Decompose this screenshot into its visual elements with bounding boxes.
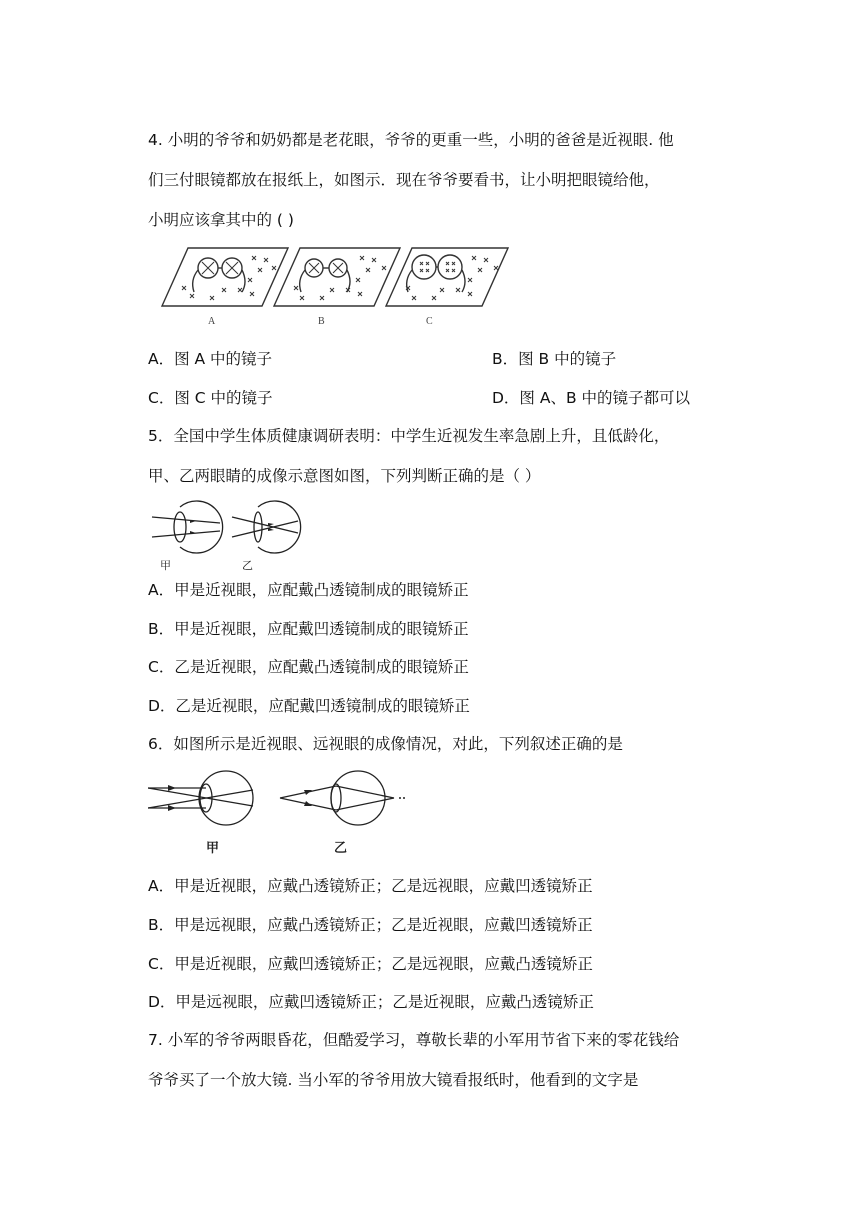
q6-line-1: 6．如图所示是近视眼、远视眼的成像情况，对此，下列叙述正确的是 [148,735,623,753]
newspaper-c [386,248,508,306]
q4-option-a[interactable]: A．图 A 中的镜子 [148,350,273,368]
q5-line-1: 5．全国中学生体质健康调研表明：中学生近视发生率急剧上升，且低龄化， [148,427,670,445]
fig-label-yi-6: 乙 [334,840,348,855]
eye-yi-6 [331,771,385,825]
fig-label-jia: 甲 [160,560,171,572]
eye-yi [258,501,301,553]
q5-option-c[interactable]: C．乙是近视眼，应配戴凸透镜制成的眼镜矫正 [148,658,469,676]
q6-option-a[interactable]: A．甲是近视眼，应戴凸透镜矫正；乙是远视眼，应戴凹透镜矫正 [148,877,593,895]
q7-line-1: 7. 小军的爷爷两眼昏花，但酷爱学习，尊敬长辈的小军用节省下来的零花钱给 [148,1031,680,1049]
glasses-c-left [412,255,436,279]
q4-option-d[interactable]: D．图 A、B 中的镜子都可以 [492,389,691,407]
q5-line-2: 甲、乙两眼睛的成像示意图如图，下列判断正确的是（ ） [148,467,541,485]
q5-option-d[interactable]: D．乙是近视眼，应配戴凹透镜制成的眼镜矫正 [148,697,470,715]
q5-option-b[interactable]: B．甲是近视眼，应配戴凹透镜制成的眼镜矫正 [148,620,469,638]
q6-eye-figure [148,768,413,858]
fig-label-a: A [208,316,216,327]
fig-label-jia-6: 甲 [206,840,220,855]
q4-line-2: 们三付眼镜都放在报纸上，如图示．现在爷爷要看书，让小明把眼镜给他， [148,171,660,189]
q4-line-3: 小明应该拿其中的 ( ) [148,211,294,229]
q4-glasses-figure [160,236,510,328]
q4-option-c[interactable]: C．图 C 中的镜子 [148,389,273,407]
q6-option-c[interactable]: C．甲是近视眼，应戴凹透镜矫正；乙是远视眼，应戴凸透镜矫正 [148,955,593,973]
fig-label-yi: 乙 [242,560,253,572]
q4-line-1: 4. 小明的爷爷和奶奶都是老花眼，爷爷的更重一些，小明的爸爸是近视眼. 他 [148,131,674,149]
q7-line-2: 爷爷买了一个放大镜. 当小军的爷爷用放大镜看报纸时，他看到的文字是 [148,1071,639,1089]
glasses-c-right [438,255,462,279]
q6-option-b[interactable]: B．甲是远视眼，应戴凸透镜矫正；乙是近视眼，应戴凹透镜矫正 [148,916,593,934]
fig-label-b: B [318,316,325,327]
q5-option-a[interactable]: A．甲是近视眼，应配戴凸透镜制成的眼镜矫正 [148,581,469,599]
newspaper-a [162,248,288,306]
q5-eye-figure [150,493,310,573]
q4-option-b[interactable]: B．图 B 中的镜子 [492,350,617,368]
fig-label-c: C [426,316,433,327]
q6-option-d[interactable]: D．甲是远视眼，应戴凹透镜矫正；乙是近视眼，应戴凸透镜矫正 [148,993,594,1011]
